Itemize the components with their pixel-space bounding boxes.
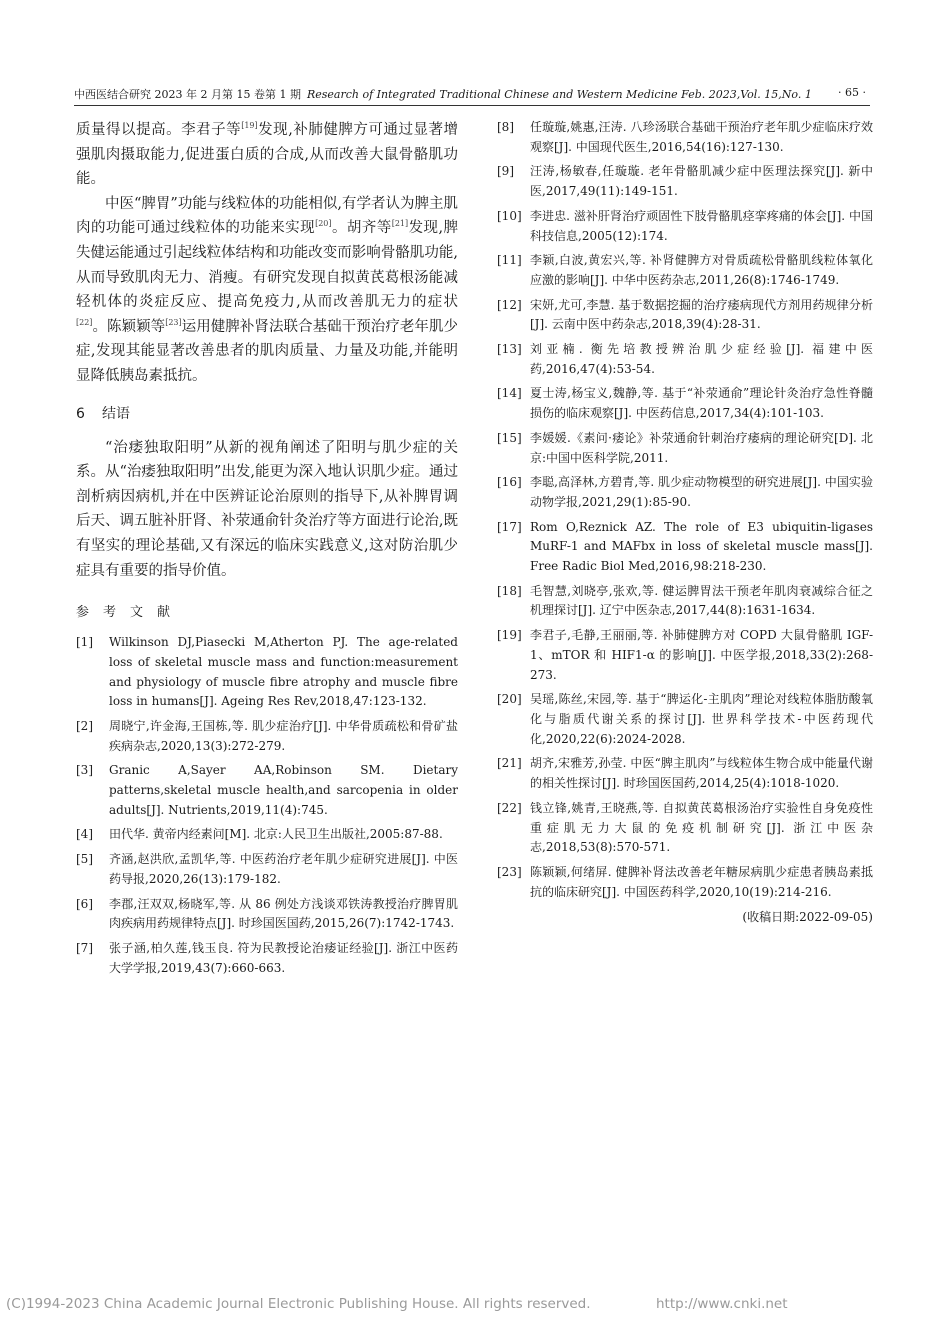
reference-number: [23] — [497, 864, 522, 879]
left-column — [76, 118, 458, 983]
paragraph-conclusion: “治痿独取阳明”从新的视角阐述了阳明与肌少症的关系。从“治痿独取阳明”出发,能更为深入地认识肌少症。通过剖析病因病机,并在中医辨证论治原则的指导下,从补脾胃调后天、调五脏补肝肾、补荥通俞针灸治疗等方面进行论治,既有坚实的理论基础,又有深远的临床实践意义,这对防治肌少症具有重要的指导价值。 — [76, 439, 458, 579]
reference-text: 宋妍,尤可,李慧. 基于数据挖掘的治疗痿病现代方剂用药规律分析[J]. 云南中医中药杂志,2018,39(4):28-31. — [530, 297, 873, 332]
reference-text: 李君子,毛静,王丽丽,等. 补肺健脾方对 COPD 大鼠骨骼肌 IGF-1、mTOR 和 HIF1-α 的影响[J]. 中医学报,2018,33(2):268-273. — [530, 628, 873, 682]
reference-item — [497, 473, 873, 512]
reference-item — [497, 626, 873, 685]
reference-number: [3] — [76, 763, 93, 778]
reference-item — [497, 690, 873, 749]
right-column — [497, 118, 873, 927]
citation-20[interactable]: [20] — [315, 219, 332, 229]
reference-number: [5] — [76, 852, 93, 867]
reference-number: [20] — [497, 692, 522, 707]
reference-text: 李媛媛.《素问·痿论》补荥通俞针刺治疗痿病的理论研究[D]. 北京:中国中医科学院,2011. — [530, 430, 873, 465]
reference-number: [22] — [497, 800, 522, 815]
reference-text: 夏士涛,杨宝义,魏静,等. 基于“补荥通俞”理论针灸治疗急性脊髓损伤的临床观察[J]. 中医药信息,2017,34(4):101-103. — [530, 386, 873, 421]
journal-title-en: Research of Integrated Traditional Chinese and Western Medicine Feb. 2023,Vol. 15,No. 1 — [306, 88, 812, 101]
reference-text: 田代华. 黄帝内经素问[M]. 北京:人民卫生出版社,2005:87-88. — [109, 827, 443, 842]
reference-number: [14] — [497, 386, 522, 401]
reference-text: 齐涵,赵洪欣,孟凯华,等. 中医药治疗老年肌少症研究进展[J]. 中医药导报,2020,26(13):179-182. — [109, 852, 458, 886]
citation-22[interactable]: [22] — [76, 317, 93, 327]
footer-url[interactable]: http://www.cnki.net — [656, 1296, 788, 1312]
reference-text: 李颖,白波,黄宏兴,等. 补肾健脾方对骨质疏松骨骼肌线粒体氧化应激的影响[J]. 中华中医药杂志,2011,26(8):1746-1749. — [530, 253, 873, 287]
reference-number: [19] — [497, 628, 522, 643]
reference-item — [497, 429, 873, 468]
reference-item — [497, 518, 873, 577]
reference-text: 吴瑶,陈丝,宋园,等. 基于“脾运化-主肌肉”理论对线粒体脂肪酸氧化与脂质代谢关系的探讨[J]. 世界科学技术-中医药现代化,2020,22(6):2024-2028. — [530, 692, 873, 746]
reference-text: 李进忠. 滋补肝肾治疗顽固性下肢骨骼肌痉挛疼痛的体会[J]. 中国科技信息,2005(12):174. — [530, 208, 873, 243]
paragraph-spleen-mitochondria: 中医“脾胃”功能与线粒体的功能相似,有学者认为脾主肌肉的功能可通过线粒体的功能来实现[20]。胡齐等[21]发现,脾失健运能通过引起线粒体结构和功能改变而影响骨骼肌功能,从而导致肌肉无力、消瘦。有研究发现自拟黄芪葛根汤能减轻机体的炎症反应、提高免疫力,从而改善肌无力的症状[22]。陈颖颖等[23]运用健脾补肾法联合基础干预治疗老年肌少症,发现其能显著改善患者的肌肉质量、力量及功能,并能明显降低胰岛素抵抗。 — [76, 195, 459, 384]
reference-item — [76, 939, 458, 978]
reference-text: 周晓宁,许金海,王国栋,等. 肌少症治疗[J]. 中华骨质疏松和骨矿盐疾病杂志,2020,13(3):272-279. — [109, 718, 458, 753]
reference-number: [16] — [497, 475, 522, 490]
reference-text: Granic A,Sayer AA,Robinson SM. Dietary patterns,skeletal muscle health,and sarcopenia in older adults[J]. Nutrients,2019,11(4):745. — [109, 763, 458, 817]
reference-text: 李郡,汪双双,杨晓军,等. 从 86 例处方浅谈邓铁涛教授治疗脾胃肌肉疾病用药规律特点[J]. 时珍国医国药,2015,26(7):1742-1743. — [109, 896, 458, 931]
reference-number: [6] — [76, 896, 93, 911]
reference-text: 汪涛,杨敏春,任璇璇. 老年骨骼肌减少症中医理法探究[J]. 新中医,2017,49(11):149-151. — [530, 164, 873, 199]
reference-item — [497, 384, 873, 423]
reference-item — [497, 863, 873, 902]
reference-number: [13] — [497, 342, 522, 357]
reference-list-right — [497, 118, 873, 902]
reference-item — [497, 207, 873, 246]
reference-number: [8] — [497, 120, 514, 134]
citation-19[interactable]: [19] — [241, 121, 258, 131]
reference-number: [18] — [497, 583, 522, 598]
reference-text: 任璇璇,姚惠,汪涛. 八珍汤联合基础干预治疗老年肌少症临床疗效观察[J]. 中国现代医生,2016,54(16):127-130. — [530, 120, 873, 154]
reference-number: [7] — [76, 940, 93, 955]
journal-title — [74, 86, 812, 102]
page-number: · 65 · — [838, 86, 866, 99]
reference-item — [497, 799, 873, 858]
paragraph-continued: 质量得以提高。李君子等[19]发现,补肺健脾方可通过显著增强肌肉摄取能力,促进蛋白质的合成,从而改善大鼠骨骼肌功能。 — [76, 121, 459, 188]
reference-number: [1] — [76, 635, 93, 650]
citation-21[interactable]: [21] — [391, 219, 409, 229]
reference-number: [21] — [497, 756, 522, 771]
reference-number: [4] — [76, 827, 93, 842]
reference-text: 陈颖颖,何绪屏. 健脾补肾法改善老年糖尿病肌少症患者胰岛素抵抗的临床研究[J]. 中国医药科学,2020,10(19):214-216. — [530, 864, 873, 899]
reference-item — [497, 118, 873, 157]
reference-text: Rom O,Reznick AZ. The role of E3 ubiquitin-ligases MuRF-1 and MAFbx in loss of skeletal muscle mass[J]. Free Radic Biol Med,2016,98:218-230. — [530, 519, 873, 574]
reference-item — [497, 296, 873, 335]
references-heading: 参考文献 — [76, 605, 185, 621]
reference-text: 钱立锋,姚青,王晓燕,等. 自拟黄芪葛根汤治疗实验性自身免疫性重症肌无力大鼠的免疫机制研究[J]. 浙江中医杂志,2018,53(8):570-571. — [530, 800, 873, 855]
reference-number: [2] — [76, 718, 93, 733]
reference-text: 张子涵,柏久莲,钱玉良. 符为民教授论治痿证经验[J]. 浙江中医药大学学报,2019,43(7):660-663. — [109, 940, 458, 975]
reference-number: [12] — [497, 297, 522, 312]
reference-item — [497, 582, 873, 621]
reference-item — [76, 895, 458, 934]
reference-item — [497, 340, 873, 379]
section-title: 结语 — [102, 405, 130, 422]
reference-item — [497, 754, 873, 793]
section-number: 6 — [76, 405, 85, 422]
reference-list-left — [76, 633, 458, 978]
reference-text: 毛智慧,刘晓亭,张欢,等. 健运脾胃法干预老年肌肉衰减综合征之机理探讨[J]. 辽宁中医杂志,2017,44(8):1631-1634. — [530, 583, 873, 618]
reference-number: [17] — [497, 519, 522, 534]
reference-text: Wilkinson DJ,Piasecki M,Atherton PJ. The age-related loss of skeletal muscle mass and function:measurement and physiology of muscle fibre atrophy and muscle fibre loss in humans[J]. Ageing Res Rev,2018,47:123-132. — [109, 635, 458, 709]
reference-number: [10] — [497, 208, 522, 223]
running-header — [74, 83, 870, 106]
reference-number: [11] — [497, 253, 522, 268]
citation-23[interactable]: [23] — [165, 317, 182, 327]
journal-title-cn: 中西医结合研究 2023 年 2 月第 15 卷第 1 期 — [74, 88, 301, 101]
reference-item — [497, 251, 873, 290]
reference-text: 胡齐,宋雅芳,孙莹. 中医“脾主肌肉”与线粒体生物合成中能量代谢的相关性探讨[J]. 时珍国医国药,2014,25(4):1018-1020. — [530, 756, 873, 791]
reference-text: 李聪,高泽林,方碧青,等. 肌少症动物模型的研究进展[J]. 中国实验动物学报,2021,29(1):85-90. — [530, 475, 873, 509]
reference-item — [76, 761, 458, 820]
received-date: (收稿日期:2022-09-05) — [742, 910, 873, 925]
reference-item — [497, 162, 873, 201]
reference-item — [76, 850, 458, 889]
reference-item — [76, 717, 458, 756]
reference-item — [76, 825, 458, 845]
copyright-notice: (C)1994-2023 China Academic Journal Electronic Publishing House. All rights reserved. — [6, 1296, 591, 1312]
reference-number: [15] — [497, 430, 522, 445]
reference-text: 刘亚楠. 衡先培教授辨治肌少症经验[J]. 福建中医药,2016,47(4):53-54. — [530, 342, 873, 376]
section-heading-conclusion — [76, 403, 458, 425]
reference-number: [9] — [497, 164, 514, 179]
reference-item — [76, 633, 458, 712]
